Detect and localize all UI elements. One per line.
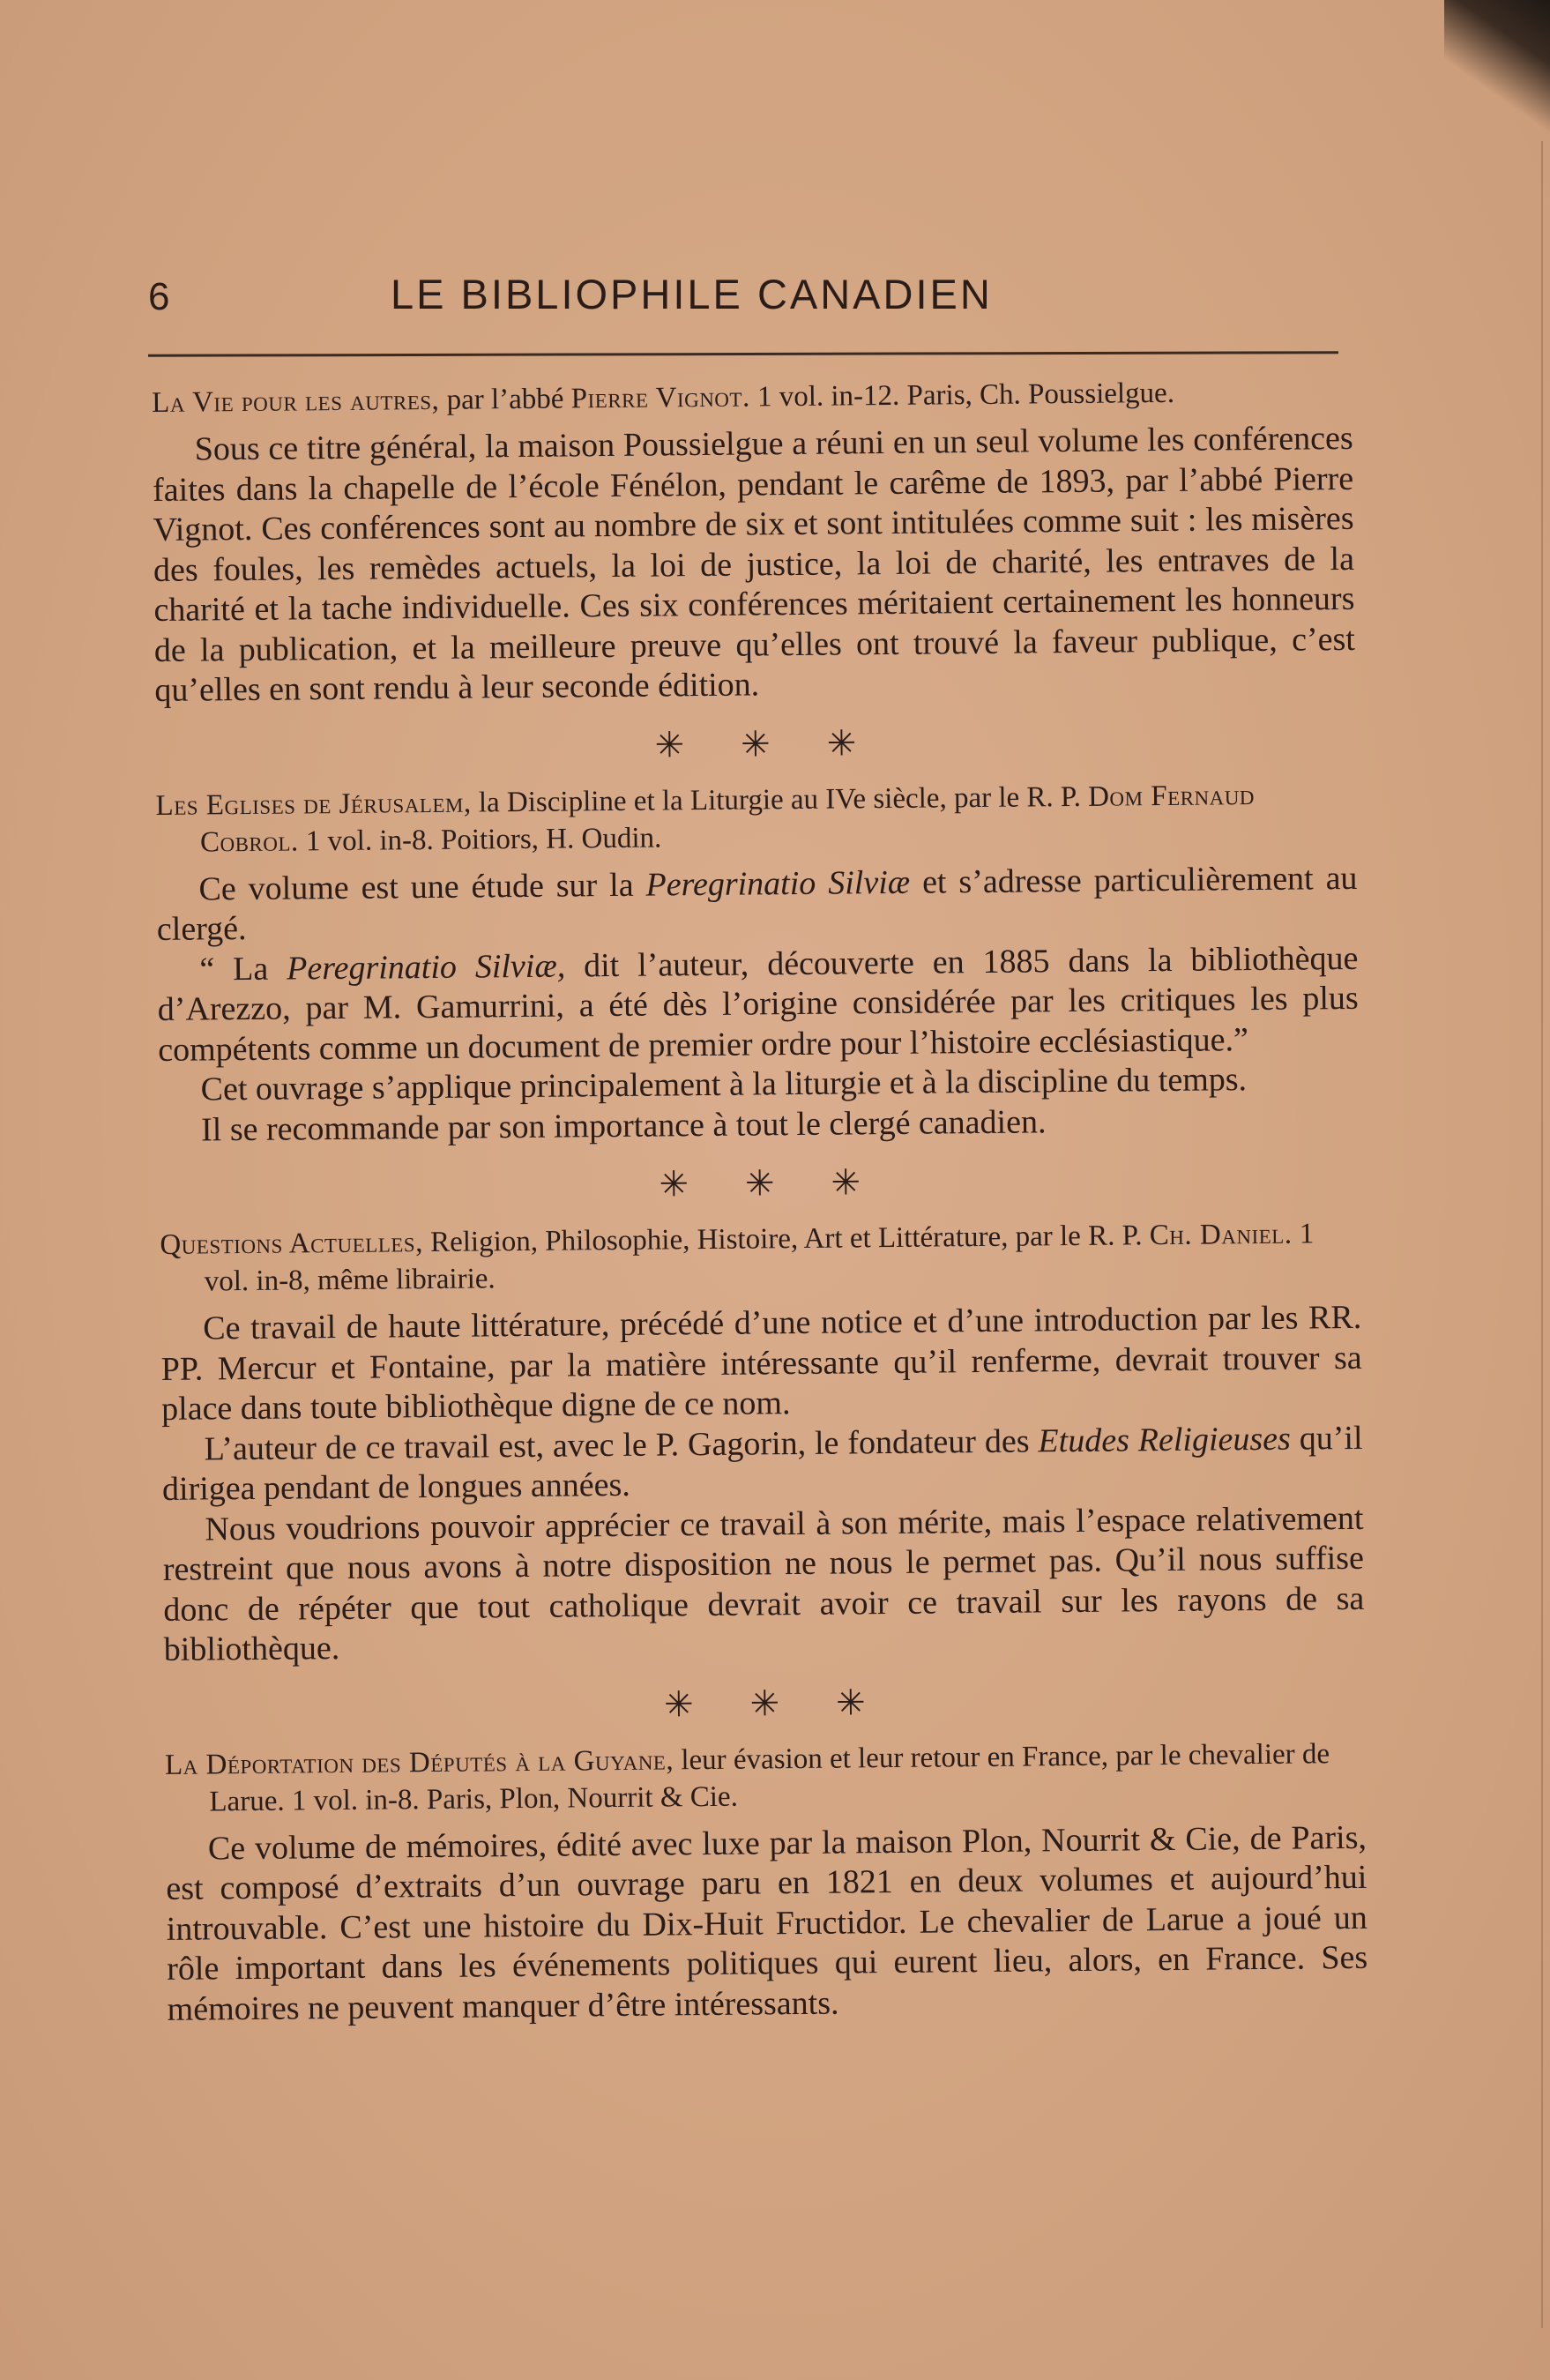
asterisk-ornament: ✳: [835, 1682, 866, 1723]
book-author: Ch. Daniel.: [1149, 1218, 1293, 1252]
italic-title: Etudes Religieuses: [1038, 1420, 1292, 1459]
text-run: L’auteur de ce travail est, avec le P. Gagorin, le fondateur des: [204, 1421, 1039, 1467]
article-body: [152, 373, 1368, 2030]
section-divider: [164, 1676, 1365, 1730]
section-divider: [155, 717, 1356, 771]
book-citation: [152, 373, 1353, 422]
review-entry: [165, 1735, 1368, 2030]
review-entry: [155, 775, 1360, 1151]
asterisk-ornament: ✳: [744, 1163, 775, 1204]
asterisk-ornament: ✳: [749, 1682, 780, 1724]
asterisk-ornament: ✳: [740, 723, 771, 765]
citation-text: leur évasion et leur retour en France, par le chevalier de Larue.: [209, 1737, 1330, 1817]
page-corner-shadow: [1444, 0, 1550, 141]
citation-text: par l’abbé: [439, 383, 571, 416]
italic-title: Peregrinatio Silviæ,: [286, 947, 566, 988]
page-edge: [1541, 141, 1543, 2328]
citation-text: la Discipline et la Liturgie au IVe siècle, par le R. P.: [471, 780, 1089, 819]
page-header: [148, 265, 1338, 326]
citation-publisher: 1 vol. in-8. Paris, Plon, Nourrit & Cie.: [284, 1780, 739, 1817]
citation-text: Religion, Philosophie, Histoire, Art et Littérature, par le R. P.: [422, 1220, 1150, 1259]
book-citation: [155, 775, 1357, 861]
review-paragraph: Sous ce titre général, la maison Poussielgue a réuni en un seul volume les conférences faites dans la chapelle de l’école Fénélon, pendant le carême de 1893, par l’abbé Pierre Vignot. Ces conférences sont au nombre de six et sont intitulées comme suit : les misères des foules, les remèdes actuels, la loi de justice, la loi de charité, les entraves de la charité et la tache individuelle. Ces six conférences méritaient certainement les honneurs de la publication, et la meilleure preuve qu’elles ont trouvé la faveur publique, c’est qu’elles en sont rendu à leur seconde édition.: [152, 419, 1356, 709]
review-paragraph: [156, 858, 1358, 950]
review-paragraph: Ce volume de mémoires, édité avec luxe par la maison Plon, Nourrit & Cie, de Paris, est composé d’extraits d’un ouvrage paru en 1821 en deux volumes et aujourd’hui introuvable. C’est une histoire du Dix-Huit Fructidor. Le chevalier de Larue a joué un rôle important dans les événements politiques qui eurent lieu, alors, en France. Ses mémoires ne peuvent manquer d’être intéressants.: [166, 1818, 1368, 2028]
book-citation: [165, 1735, 1367, 1820]
book-author: Dom Fernaud Cobrol.: [199, 779, 1256, 858]
book-title: Les Eglises de Jérusalem,: [155, 787, 472, 822]
page-number: 6: [148, 275, 170, 318]
citation-publisher: 1 vol. in-8. Poitiors, H. Oudin.: [298, 821, 662, 857]
review-entry: [152, 373, 1355, 712]
section-divider: [160, 1157, 1360, 1211]
text-run: dit l’auteur, découverte en 1885 dans la bibliothèque d’Arezzo, par M. Gamurrini, a été dès l’origine considérée par les critiques les plus compétents comme un document de premier ordre pour l’histoire ecclésiastique.”: [157, 939, 1359, 1069]
review-entry: [160, 1215, 1365, 1671]
asterisk-ornament: ✳: [654, 724, 685, 765]
citation-publisher: 1 vol. in-8, même librairie.: [204, 1218, 1315, 1298]
review-paragraph: Cet ouvrage s’applique principalement à la liturgie et à la discipline du temps.: [200, 1061, 1248, 1108]
text-run: et s’adresse particulièrement au clergé.: [156, 859, 1358, 948]
book-title: La Déportation des Députés à la Guyane,: [164, 1743, 674, 1781]
asterisk-ornament: ✳: [826, 722, 857, 764]
asterisk-ornament: ✳: [659, 1164, 689, 1205]
text-run: Ce volume est une étude sur la: [198, 866, 646, 908]
review-paragraph: Ce travail de haute littérature, précédé d’une notice et d’une introduction par les RR. PP. Mercur et Fontaine, par la matière intéressante qu’il renferme, devrait trouver sa place dans toute bibliothèque digne de ce nom.: [160, 1298, 1362, 1428]
header-rule: [148, 351, 1338, 357]
text-run: qu’il dirigea pendant de longues années.: [161, 1419, 1363, 1508]
running-title: LE BIBLIOPHILE CANADIEN: [391, 271, 993, 317]
book-citation: [160, 1215, 1361, 1301]
italic-title: Peregrinatio Silviæ: [645, 863, 911, 904]
review-paragraph: Nous voudrions pouvoir apprécier ce travail à son mérite, mais l’espace relativement restreint que nous avons à notre disposition ne nous le permet pas. Qu’il nous suffise donc de répéter que tout catholique devrait avoir ce travail sur les rayons de sa bibliothèque.: [162, 1499, 1365, 1668]
asterisk-ornament: ✳: [663, 1683, 694, 1724]
book-title: Questions Actuelles,: [160, 1227, 424, 1261]
book-author: Pierre Vignot.: [570, 381, 750, 415]
book-title: La Vie pour les autres,: [152, 384, 440, 419]
citation-publisher: 1 vol. in-12. Paris, Ch. Poussielgue.: [749, 377, 1175, 414]
asterisk-ornament: ✳: [831, 1162, 861, 1203]
review-paragraph: Il se recommande par son importance à tout le clergé canadien.: [200, 1102, 1047, 1148]
review-paragraph: [157, 938, 1359, 1071]
text-run: “ La: [199, 950, 287, 989]
review-paragraph: [161, 1418, 1363, 1510]
